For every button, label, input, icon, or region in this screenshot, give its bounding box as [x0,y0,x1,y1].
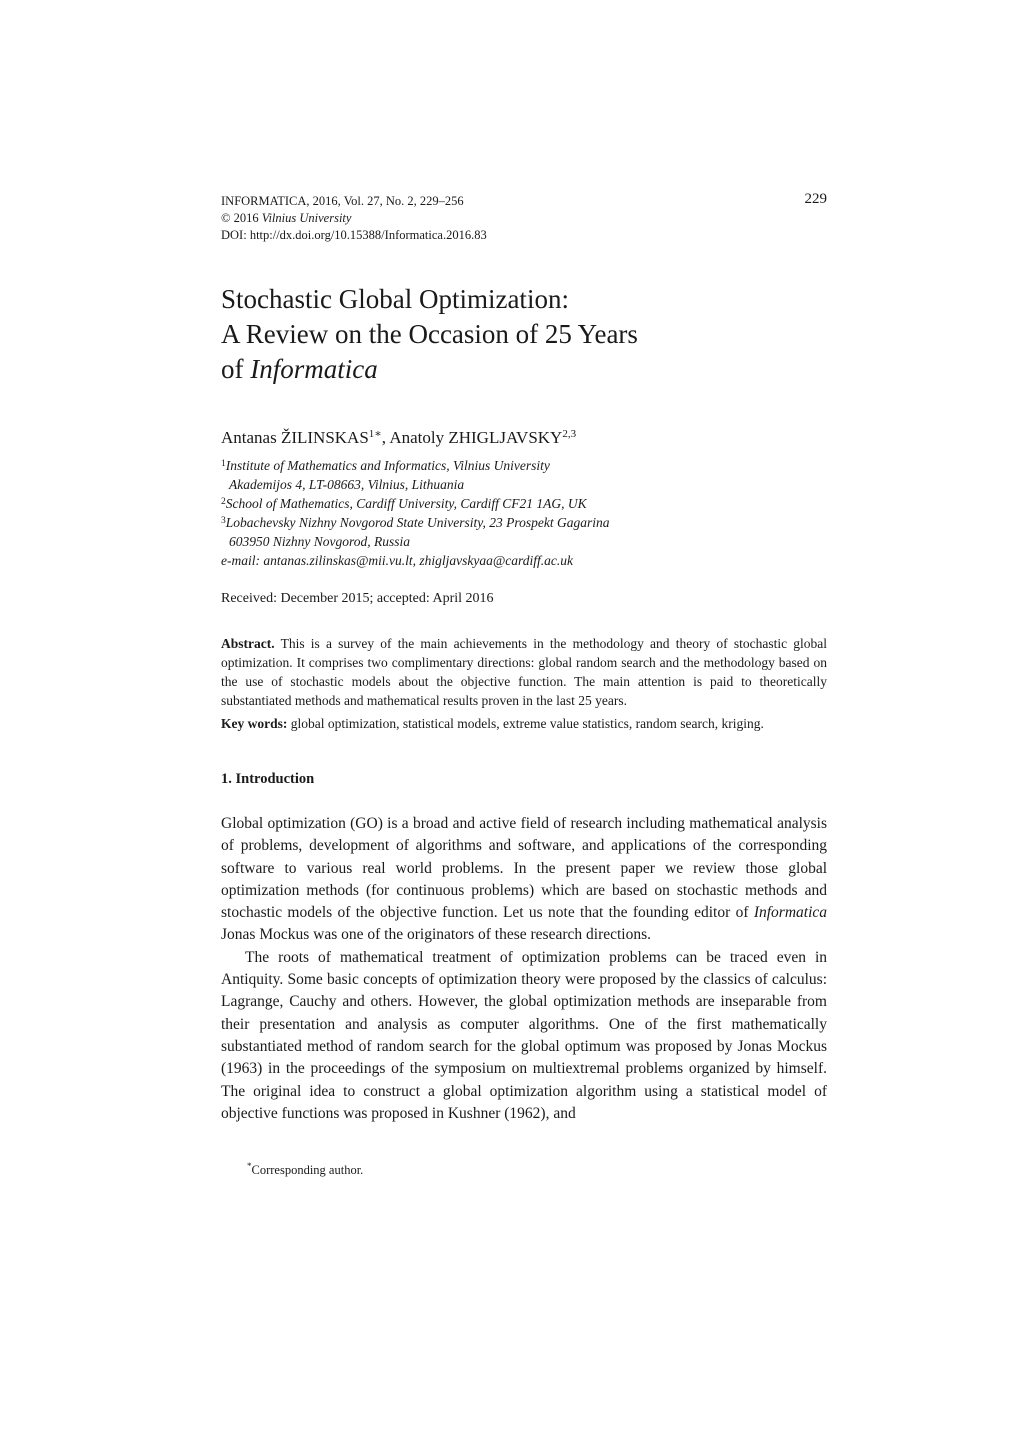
affiliation-1-mark: 1 [221,459,226,469]
email-line[interactable]: e-mail: antanas.zilinskas@mii.vu.lt, zhigljavskyaa@cardiff.ac.uk [221,553,574,568]
affiliation-3-address: 603950 Nizhny Novgorod, Russia [229,534,411,549]
author-1-name: Antanas ŽILINSKAS [221,428,369,447]
copyright-line [221,210,827,227]
affiliations [221,456,827,570]
received-dates: Received: December 2015; accepted: April 2016 [221,591,494,606]
author-list [221,427,827,449]
journal-citation: INFORMATICA, 2016, Vol. 27, No. 2, 229–256 [221,194,464,208]
affiliation-2-institution: School of Mathematics, Cardiff University, Cardiff CF21 1AG, UK [225,496,587,511]
abstract-paragraph [221,634,827,710]
affiliation-3-line-1 [221,513,827,532]
body-paragraph-1 [221,813,827,947]
author-1-affiliation-mark: 1∗ [368,428,382,440]
body-paragraph-1-part-1: Global optimization (GO) is a broad and active field of research including mathematical analysis of problems, development of algorithms and software, and applications of the corresponding software to various real world problems. In the present paper we review those global optimization methods (for continuous problems) which are based on stochastic methods and stochastic models of the objective function. Let us note that the founding editor of [221,815,827,922]
affiliation-2-line-1 [221,494,827,513]
keywords-label: Key words: [221,716,288,731]
author-2-name: Anatoly ZHIGLJAVSKY [389,428,563,447]
author-2-affiliation-mark: 2,3 [562,428,577,440]
affiliation-3-mark: 3 [221,516,226,526]
affiliation-1-line-1 [221,456,827,475]
title-line-3-prefix: of [221,354,251,384]
abstract-text: This is a survey of the main achievements in the methodology and theory of stochastic global optimization. It comprises two complimentary directions: global random search and the methodology based on the use of stochastic models about the objective function. The main attention is paid to theoretically substantiated methods and mathematical results proven in the last 25 years. [221,636,827,708]
title-line-1: Stochastic Global Optimization: [221,284,569,314]
paper-title [221,282,827,387]
journal-header [221,193,827,244]
affiliation-1-address: Akademijos 4, LT-08663, Vilnius, Lithuania [229,477,465,492]
section-heading: 1. Introduction [221,771,315,787]
affiliation-1-institution: Institute of Mathematics and Informatics, Vilnius University [225,458,550,473]
body-paragraph-1-part-2: Jonas Mockus was one of the originators of these research directions. [221,926,652,944]
abstract-label: Abstract. [221,636,275,651]
affiliation-3-institution: Lobachevsky Nizhny Novgorod State University, 23 Prospekt Gagarina [225,515,610,530]
copyright-year: 2016 [230,211,262,225]
title-line-3-italic: Informatica [250,354,378,384]
title-line-2: A Review on the Occasion of 25 Years [221,319,638,349]
footnote-mark: * [247,1161,252,1171]
page-number: 229 [804,191,827,207]
body-paragraph-1-italic: Informatica [753,904,827,922]
keywords-text: global optimization, statistical models, extreme value statistics, random search, kriging. [287,716,764,731]
body-paragraph-2: The roots of mathematical treatment of optimization problems can be traced even in Antiquity. Some basic concepts of optimization theory were proposed by the classics of calculus: Lagrange, Cauchy and others. However, the global optimization methods are inseparable from their presentation and analysis as computer algorithms. One of the first mathematically substantiated method of random search for the global optimum was proposed by Jonas Mockus (1963) in the proceedings of the symposium on multiextremal problems organized by himself. The original idea to construct a global optimization algorithm using a statistical model of objective functions was proposed in Kushner (1962), and [221,948,827,1122]
keywords-paragraph [221,714,827,733]
copyright-holder: Vilnius University [261,211,352,225]
footnote-text: Corresponding author. [251,1163,364,1177]
author-separator: , [381,428,390,447]
body-text [221,813,827,1125]
doi-link[interactable]: DOI: http://dx.doi.org/10.15388/Informatica.2016.83 [221,228,487,242]
footnote [247,1163,363,1178]
copyright-symbol: © [221,211,231,225]
affiliation-2-mark: 2 [221,497,226,507]
abstract-block [221,634,827,733]
